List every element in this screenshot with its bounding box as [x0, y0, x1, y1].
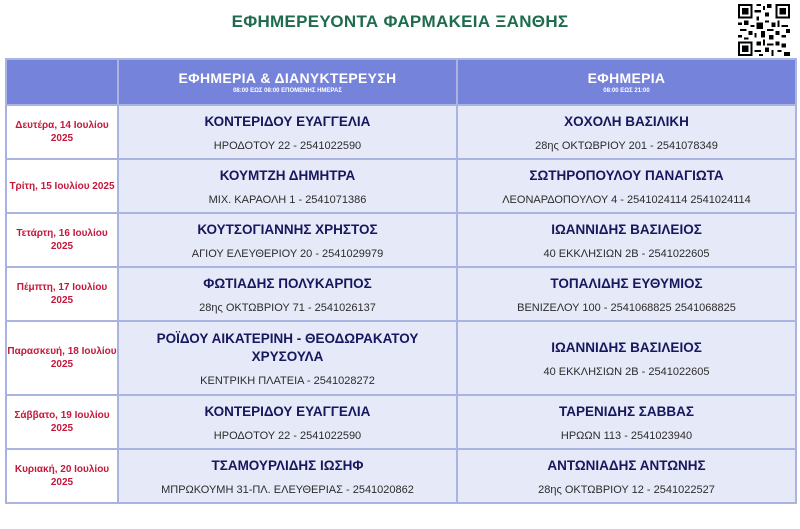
header-day-cell [7, 60, 119, 106]
header-night-shift [119, 60, 458, 106]
table-row [7, 160, 797, 214]
table-row [7, 106, 797, 160]
pharmacy-name: ΙΩΑΝΝΙΔΗΣ ΒΑΣΙΛΕΙΟΣ [551, 221, 702, 237]
table-row [7, 450, 797, 504]
day-label: Παρασκευή, 18 Ιουλίου 2025 [7, 322, 119, 396]
pharmacy-schedule-table [5, 58, 797, 504]
day-pharmacy-cell [458, 268, 797, 322]
night-pharmacy-cell [119, 322, 458, 396]
pharmacy-address: ΜΠΡΩΚΟΥΜΗ 31-ΠΛ. ΕΛΕΥΘΕΡΙΑΣ - 2541020862 [161, 483, 414, 496]
pharmacy-name: ΡΟΪΔΟΥ ΑΙΚΑΤΕΡΙΝΗ - ΘΕΟΔΩΡΑΚΑΤΟΥ ΧΡΥΣΟΥΛΑ [156, 330, 419, 364]
pharmacy-address: ΑΓΙΟΥ ΕΛΕΥΘΕΡΙΟΥ 20 - 2541029979 [191, 247, 384, 260]
pharmacy-name: ΚΟΥΜΤΖΗ ΔΗΜΗΤΡΑ [219, 167, 356, 183]
night-pharmacy-cell [119, 396, 458, 450]
day-pharmacy-cell [458, 322, 797, 396]
pharmacy-name: ΙΩΑΝΝΙΔΗΣ ΒΑΣΙΛΕΙΟΣ [551, 339, 702, 355]
night-pharmacy-cell [119, 268, 458, 322]
day-label: Κυριακή, 20 Ιουλίου 2025 [7, 450, 119, 504]
table-row [7, 268, 797, 322]
pharmacy-name: ΤΑΡΕΝΙΔΗΣ ΣΑΒΒΑΣ [558, 403, 694, 419]
pharmacy-address: ΚΕΝΤΡΙΚΗ ΠΛΑΤΕΙΑ - 2541028272 [200, 374, 375, 387]
pharmacy-address: ΗΡΟΔΟΤΟΥ 22 - 2541022590 [213, 139, 362, 152]
day-label: Πέμπτη, 17 Ιουλίου 2025 [7, 268, 119, 322]
pharmacy-name: ΤΟΠΑΛΙΔΗΣ ΕΥΘΥΜΙΟΣ [550, 275, 703, 291]
pharmacy-name: ΣΩΤΗΡΟΠΟΥΛΟΥ ΠΑΝΑΓΙΩΤΑ [529, 167, 724, 183]
pharmacy-address: 28ης ΟΚΤΩΒΡΙΟΥ 71 - 2541026137 [199, 301, 376, 314]
day-pharmacy-cell [458, 450, 797, 504]
pharmacy-address: ΛΕΟΝΑΡΔΟΠΟΥΛΟΥ 4 - 2541024114 2541024114 [502, 193, 751, 206]
day-pharmacy-cell [458, 160, 797, 214]
pharmacy-name: ΚΟΥΤΣΟΓΙΑΝΝΗΣ ΧΡΗΣΤΟΣ [197, 221, 378, 237]
day-label: Δευτέρα, 14 Ιουλίου 2025 [7, 106, 119, 160]
header-night-hours: 08:00 ΕΩΣ 08:00 ΕΠΟΜΕΝΗΣ ΗΜΕΡΑΣ [233, 88, 342, 94]
page-title: ΕΦΗΜΕΡΕΥΟΝΤΑ ΦΑΡΜΑΚΕΙΑ ΞΑΝΘΗΣ [231, 12, 569, 31]
pharmacy-address: 40 ΕΚΚΛΗΣΙΩΝ 2Β - 2541022605 [543, 365, 710, 378]
day-pharmacy-cell [458, 396, 797, 450]
table-row [7, 322, 797, 396]
header-night-title: ΕΦΗΜΕΡΙΑ & ΔΙΑΝΥΚΤΕΡΕΥΣΗ [178, 70, 397, 86]
table-row [7, 396, 797, 450]
pharmacy-address: ΜΙΧ. ΚΑΡΑΟΛΗ 1 - 2541071386 [208, 193, 367, 206]
pharmacy-name: ΑΝΤΩΝΙΑΔΗΣ ΑΝΤΩΝΗΣ [547, 457, 706, 473]
header-day-hours: 08:00 ΕΩΣ 21:00 [603, 88, 650, 94]
pharmacy-name: ΚΟΝΤΕΡΙΔΟΥ ΕΥΑΓΓΕΛΙΑ [204, 403, 371, 419]
day-label: Τετάρτη, 16 Ιουλίου 2025 [7, 214, 119, 268]
pharmacy-name: ΤΣΑΜΟΥΡΛΙΔΗΣ ΙΩΣΗΦ [211, 457, 364, 473]
table-row [7, 214, 797, 268]
night-pharmacy-cell [119, 160, 458, 214]
pharmacy-address: ΒΕΝΙΖΕΛΟΥ 100 - 2541068825 2541068825 [517, 301, 736, 314]
day-label: Τρίτη, 15 Ιουλίου 2025 [7, 160, 119, 214]
pharmacy-name: ΧΟΧΟΛΗ ΒΑΣΙΛΙΚΗ [564, 113, 689, 129]
table-header-row [7, 60, 797, 106]
pharmacy-name: ΚΟΝΤΕΡΙΔΟΥ ΕΥΑΓΓΕΛΙΑ [204, 113, 371, 129]
day-label: Σάββατο, 19 Ιουλίου 2025 [7, 396, 119, 450]
pharmacy-address: 40 ΕΚΚΛΗΣΙΩΝ 2Β - 2541022605 [543, 247, 710, 260]
pharmacy-address: 28ης ΟΚΤΩΒΡΙΟΥ 12 - 2541022527 [538, 483, 715, 496]
pharmacy-address: ΗΡΩΩΝ 113 - 2541023940 [560, 429, 693, 442]
night-pharmacy-cell [119, 450, 458, 504]
pharmacy-address: 28ης ΟΚΤΩΒΡΙΟΥ 201 - 2541078349 [535, 139, 718, 152]
night-pharmacy-cell [119, 214, 458, 268]
header-day-shift [458, 60, 797, 106]
night-pharmacy-cell [119, 106, 458, 160]
day-pharmacy-cell [458, 214, 797, 268]
pharmacy-address: ΗΡΟΔΟΤΟΥ 22 - 2541022590 [213, 429, 362, 442]
header-day-title: ΕΦΗΜΕΡΙΑ [587, 70, 666, 86]
pharmacy-name: ΦΩΤΙΑΔΗΣ ΠΟΛΥΚΑΡΠΟΣ [203, 275, 372, 291]
qr-code-icon[interactable] [738, 4, 790, 56]
day-pharmacy-cell [458, 106, 797, 160]
